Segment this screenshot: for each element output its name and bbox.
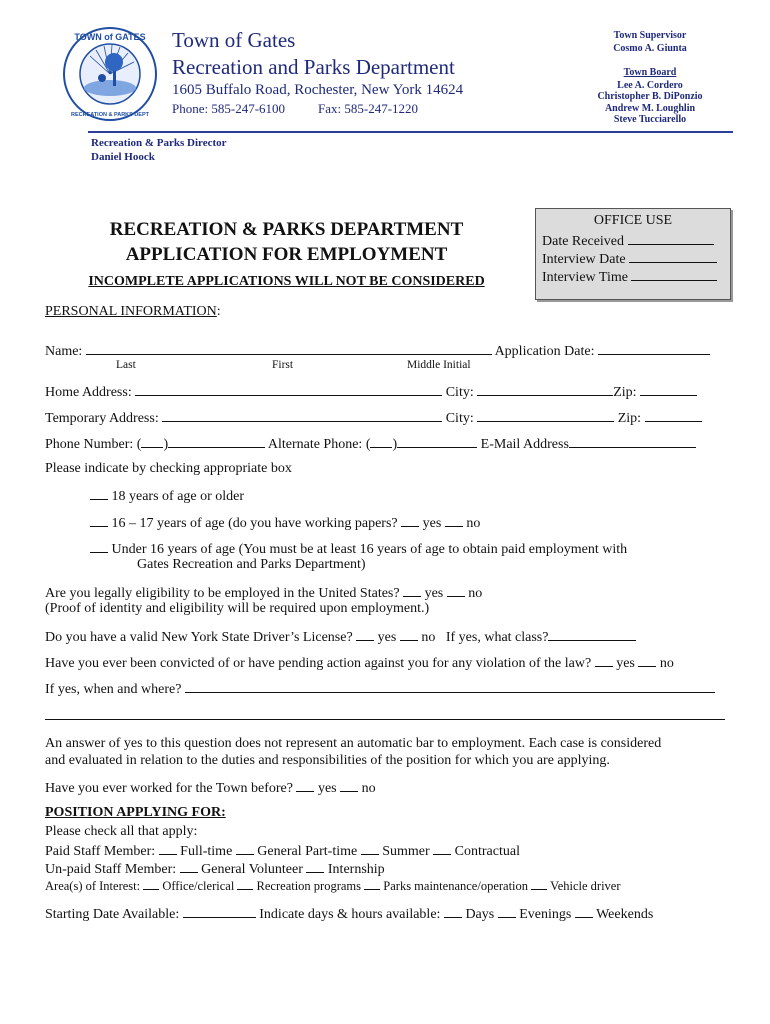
license-question: Do you have a valid New York State Driver’s License? bbox=[45, 630, 353, 645]
board-title: Town Board bbox=[623, 67, 677, 78]
supervisor-title: Town Supervisor bbox=[613, 30, 687, 41]
recreation-programs-checkbox[interactable] bbox=[237, 879, 253, 890]
application-date-label: Application Date: bbox=[494, 344, 595, 359]
eligibility-question: Are you legally eligibility to be employed in the United States? bbox=[45, 586, 400, 601]
director-title: Recreation & Parks Director bbox=[91, 137, 227, 149]
eligibility-note: (Proof of identity and eligibility will be required upon employment.) bbox=[45, 601, 430, 616]
weekends-label: Weekends bbox=[596, 907, 654, 922]
summer-label: Summer bbox=[382, 844, 430, 859]
disclaimer-line2: and evaluated in relation to the duties and responsibilities of the position for which you are applying. bbox=[45, 753, 610, 768]
under-16-checkbox[interactable] bbox=[90, 540, 108, 553]
license-yes-label: yes bbox=[377, 630, 397, 645]
internship-checkbox[interactable] bbox=[306, 860, 324, 873]
alt-phone-label: Alternate Phone: ( bbox=[267, 437, 371, 452]
unpaid-staff-row bbox=[45, 860, 385, 878]
conviction-row bbox=[45, 654, 674, 672]
worked-before-no-label: no bbox=[361, 781, 376, 796]
contractual-label: Contractual bbox=[454, 844, 520, 859]
general-volunteer-checkbox[interactable] bbox=[180, 860, 198, 873]
worked-before-yes-checkbox[interactable] bbox=[296, 779, 314, 792]
temp-address-row bbox=[45, 409, 702, 427]
age-16-17-option bbox=[90, 514, 480, 532]
age-18-checkbox[interactable] bbox=[90, 487, 108, 500]
svg-text:RECREATION & PARKS DEPT: RECREATION & PARKS DEPT bbox=[70, 112, 150, 118]
license-yes-checkbox[interactable] bbox=[356, 628, 374, 641]
summer-checkbox[interactable] bbox=[361, 842, 379, 855]
conviction-yes-label: yes bbox=[616, 656, 635, 671]
temp-city-label: City: bbox=[445, 411, 474, 426]
full-time-label: Full-time bbox=[180, 844, 233, 859]
org-name: Town of Gates bbox=[172, 28, 296, 52]
date-received-label: Date Received bbox=[542, 234, 625, 249]
form-title-line1: RECREATION & PARKS DEPARTMENT bbox=[109, 219, 464, 240]
home-city-field[interactable] bbox=[477, 383, 613, 396]
general-part-time-checkbox[interactable] bbox=[236, 842, 254, 855]
temp-address-field[interactable] bbox=[162, 409, 442, 422]
interview-time-field[interactable] bbox=[542, 268, 717, 286]
evenings-label: Evenings bbox=[519, 907, 572, 922]
age-16-17-label: 16 – 17 years of age (do you have working papers? bbox=[111, 516, 398, 531]
age-18-label: 18 years of age or older bbox=[111, 489, 245, 504]
start-date-label: Starting Date Available: bbox=[45, 907, 180, 922]
email-field[interactable] bbox=[569, 435, 696, 448]
when-where-field-line2[interactable] bbox=[45, 719, 725, 720]
office-clerical-checkbox[interactable] bbox=[143, 879, 159, 890]
age-16-17-checkbox[interactable] bbox=[90, 514, 108, 527]
interview-date-field[interactable] bbox=[542, 250, 717, 268]
when-where-row bbox=[45, 680, 715, 698]
board-member: Christopher B. DiPonzio bbox=[597, 91, 703, 102]
date-received-line bbox=[628, 232, 714, 245]
phone-label: Phone Number: ( bbox=[45, 437, 142, 452]
days-checkbox[interactable] bbox=[444, 905, 462, 918]
temp-zip-field[interactable] bbox=[645, 409, 702, 422]
worked-before-no-checkbox[interactable] bbox=[340, 779, 358, 792]
alt-phone-close-paren: ) bbox=[392, 437, 398, 452]
svg-text:TOWN of GATES: TOWN of GATES bbox=[74, 32, 146, 42]
personal-info-title: PERSONAL INFORMATION bbox=[45, 304, 217, 319]
under-16-label-cont: Gates Recreation and Parks Department) bbox=[137, 557, 366, 572]
eligibility-yes-label: yes bbox=[424, 586, 444, 601]
under-16-option bbox=[90, 540, 627, 558]
dept-phone: Phone: 585-247-6100 bbox=[172, 101, 286, 116]
areas-of-interest-row bbox=[45, 879, 621, 894]
header-divider bbox=[88, 131, 733, 133]
town-seal-logo bbox=[62, 26, 158, 122]
paid-staff-label: Paid Staff Member: bbox=[45, 844, 156, 859]
indicate-instructions: Please indicate by checking appropriate box bbox=[45, 461, 292, 476]
contractual-checkbox[interactable] bbox=[433, 842, 451, 855]
working-papers-yes-label: yes bbox=[422, 516, 442, 531]
parks-maintenance-checkbox[interactable] bbox=[364, 879, 380, 890]
temp-city-field[interactable] bbox=[477, 409, 614, 422]
home-zip-field[interactable] bbox=[640, 383, 697, 396]
name-row bbox=[45, 342, 710, 360]
phone-number-field[interactable] bbox=[168, 435, 265, 448]
position-heading: POSITION APPLYING FOR: bbox=[45, 805, 226, 820]
home-address-row bbox=[45, 383, 697, 401]
interview-date-line bbox=[629, 250, 717, 263]
paid-staff-row bbox=[45, 842, 520, 860]
name-label: Name: bbox=[45, 344, 83, 359]
interview-time-line bbox=[631, 268, 717, 281]
board-member: Lee A. Cordero bbox=[617, 80, 683, 91]
home-city-label: City: bbox=[445, 385, 474, 400]
eligibility-yes-checkbox[interactable] bbox=[403, 584, 421, 597]
board-member: Steve Tucciarello bbox=[613, 114, 687, 125]
recreation-programs-label: Recreation programs bbox=[256, 879, 362, 893]
dept-name: Recreation and Parks Department bbox=[172, 55, 455, 79]
areas-of-interest-label: Area(s) of Interest: bbox=[45, 879, 141, 893]
conviction-no-label: no bbox=[659, 656, 674, 671]
name-field[interactable] bbox=[86, 342, 492, 355]
start-date-field[interactable] bbox=[183, 905, 256, 918]
incomplete-warning: INCOMPLETE APPLICATIONS WILL NOT BE CONSIDERED bbox=[88, 274, 485, 289]
temp-zip-label: Zip: bbox=[617, 411, 642, 426]
conviction-yes-checkbox[interactable] bbox=[595, 654, 613, 667]
internship-label: Internship bbox=[327, 862, 385, 877]
eligibility-row bbox=[45, 584, 482, 602]
alt-phone-area-code-field[interactable] bbox=[370, 435, 392, 448]
interview-time-label: Interview Time bbox=[542, 270, 628, 285]
dept-address: 1605 Buffalo Road, Rochester, New York 14624 bbox=[172, 82, 464, 98]
supervisor-name: Cosmo A. Giunta bbox=[613, 43, 687, 54]
check-all-instructions: Please check all that apply: bbox=[45, 824, 198, 839]
interview-date-label: Interview Date bbox=[542, 252, 626, 267]
alt-phone-number-field[interactable] bbox=[397, 435, 477, 448]
name-sub-first: First bbox=[272, 359, 294, 371]
vehicle-driver-checkbox[interactable] bbox=[531, 879, 547, 890]
phone-area-code-field[interactable] bbox=[141, 435, 163, 448]
home-address-label: Home Address: bbox=[45, 385, 132, 400]
home-zip-label: Zip: bbox=[613, 385, 637, 400]
dept-fax: Fax: 585-247-1220 bbox=[318, 101, 419, 116]
working-papers-no-checkbox[interactable] bbox=[445, 514, 463, 527]
parks-maintenance-label: Parks maintenance/operation bbox=[383, 879, 529, 893]
unpaid-staff-label: Un-paid Staff Member: bbox=[45, 862, 177, 877]
eligibility-no-checkbox[interactable] bbox=[447, 584, 465, 597]
worked-before-row bbox=[45, 779, 376, 797]
date-received-field[interactable] bbox=[542, 232, 714, 250]
age-18-option bbox=[90, 487, 244, 505]
email-label: E-Mail Address bbox=[480, 437, 569, 452]
general-part-time-label: General Part-time bbox=[257, 844, 358, 859]
license-row bbox=[45, 628, 636, 646]
conviction-no-checkbox[interactable] bbox=[638, 654, 656, 667]
days-label: Days bbox=[465, 907, 495, 922]
name-sub-middle: Middle Initial bbox=[407, 359, 471, 371]
board-member: Andrew M. Loughlin bbox=[604, 103, 696, 114]
license-no-label: no bbox=[421, 630, 436, 645]
working-papers-yes-checkbox[interactable] bbox=[401, 514, 419, 527]
license-class-label: If yes, what class? bbox=[445, 630, 549, 645]
eligibility-no-label: no bbox=[468, 586, 483, 601]
vehicle-driver-label: Vehicle driver bbox=[550, 879, 621, 893]
phone-row bbox=[45, 435, 696, 453]
temp-address-label: Temporary Address: bbox=[45, 411, 159, 426]
availability-row bbox=[45, 905, 653, 923]
application-date-field[interactable] bbox=[598, 342, 710, 355]
weekends-checkbox[interactable] bbox=[575, 905, 593, 918]
disclaimer-line1: An answer of yes to this question does not represent an automatic bar to employment. Each case is considered bbox=[45, 736, 662, 751]
personal-info-colon: : bbox=[216, 304, 221, 319]
name-sub-last: Last bbox=[116, 359, 136, 371]
days-hours-label: Indicate days & hours available: bbox=[259, 907, 441, 922]
license-class-field[interactable] bbox=[548, 628, 636, 641]
evenings-checkbox[interactable] bbox=[498, 905, 516, 918]
phone-close-paren: ) bbox=[163, 437, 169, 452]
personal-info-heading bbox=[45, 304, 221, 320]
worked-before-yes-label: yes bbox=[317, 781, 337, 796]
director-name: Daniel Hoock bbox=[91, 151, 155, 163]
under-16-label: Under 16 years of age (You must be at least 16 years of age to obtain paid employment with bbox=[111, 542, 628, 557]
office-use-box bbox=[535, 208, 731, 300]
conviction-question: Have you ever been convicted of or have pending action against you for any violation of the law? bbox=[45, 656, 592, 671]
general-volunteer-label: General Volunteer bbox=[201, 862, 303, 877]
when-where-label: If yes, when and where? bbox=[45, 682, 182, 697]
license-no-checkbox[interactable] bbox=[400, 628, 418, 641]
office-use-title: OFFICE USE bbox=[593, 213, 673, 228]
when-where-field[interactable] bbox=[185, 680, 715, 693]
home-address-field[interactable] bbox=[135, 383, 442, 396]
form-title-line2: APPLICATION FOR EMPLOYMENT bbox=[125, 244, 448, 265]
office-clerical-label: Office/clerical bbox=[162, 879, 235, 893]
worked-before-question: Have you ever worked for the Town before? bbox=[45, 781, 293, 796]
full-time-checkbox[interactable] bbox=[159, 842, 177, 855]
working-papers-no-label: no bbox=[466, 516, 481, 531]
